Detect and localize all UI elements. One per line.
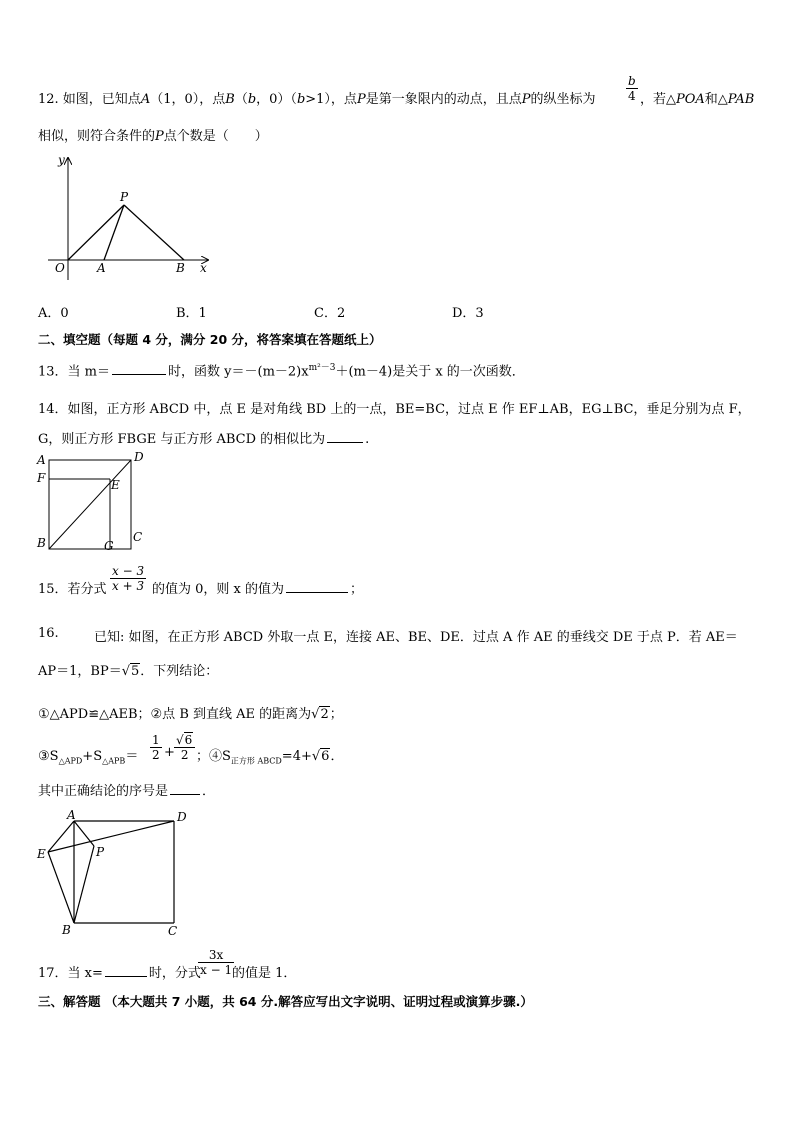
q12-text: 点个数是（ ） xyxy=(163,129,268,144)
q12-point-p: P xyxy=(521,92,531,107)
q15-frac-num: x − 3 xyxy=(112,564,145,578)
label-g: G xyxy=(104,539,114,553)
q15-post xyxy=(152,578,363,597)
segment-op xyxy=(68,205,124,260)
q12-line2 xyxy=(38,125,268,144)
segment-ap xyxy=(104,205,124,260)
label-f: F xyxy=(37,471,46,485)
label-y: y xyxy=(58,153,65,167)
q16-frac-num: 1 xyxy=(152,733,160,747)
label-x: x xyxy=(200,261,207,275)
q16-line1: 已知: 如图，在正方形 ABCD 外取一点 E，连接 AE、BE、DE．过点 A 作 AE 的垂线交 DE 于点 P．若 AE＝ xyxy=(94,630,738,645)
segment-pb xyxy=(124,205,184,260)
q16-sqrt5: √5 xyxy=(121,664,140,679)
q17-fraction xyxy=(196,948,236,977)
label-b: B xyxy=(37,536,46,550)
q15-frac-den: x + 3 xyxy=(112,579,145,593)
q14-answer-blank[interactable] xyxy=(327,441,363,443)
q12-text: >1），点 xyxy=(305,92,357,107)
q13-text: 13．当 m＝ xyxy=(38,364,111,380)
q12-frac-den: 4 xyxy=(628,89,636,103)
label-d: D xyxy=(177,810,187,824)
q16-sqrt5-radicand: 5 xyxy=(131,664,140,679)
label-e: E xyxy=(111,478,120,492)
segment-ea xyxy=(48,821,74,852)
q16-line2 xyxy=(38,660,218,679)
q12-text: 和△ xyxy=(704,92,728,107)
q13-answer-blank[interactable] xyxy=(112,373,166,375)
q13-x: x xyxy=(301,364,309,380)
diagonal-bd xyxy=(49,460,131,549)
q12-point-p: P xyxy=(155,129,164,144)
q12-text: 12. 如图，已知点 xyxy=(38,92,141,107)
q16-sqrt2-radicand: 2 xyxy=(320,707,329,722)
q12-var-b: b xyxy=(247,92,257,107)
label-d: D xyxy=(134,450,144,464)
q12-line1 xyxy=(38,88,595,107)
q16-sub: 正方形 ABCD xyxy=(230,756,282,766)
q12-text: （ xyxy=(234,92,248,107)
q16-sub: △APB xyxy=(102,756,126,766)
q14-text: G，则正方形 FBGE 与正方形 ABCD 的相似比为 xyxy=(38,432,326,447)
q17-pre xyxy=(38,962,201,981)
q16-number: 16. xyxy=(38,626,59,641)
q17-answer-blank[interactable] xyxy=(105,975,147,977)
q15-text: ； xyxy=(350,582,364,597)
q12-var-b: b xyxy=(296,92,306,107)
q12-option-a: A．0 xyxy=(38,306,69,321)
q14-text: . xyxy=(365,432,370,447)
q16-frac-den: 2 xyxy=(180,748,189,762)
q17-text: 时，分式 xyxy=(148,966,201,981)
q17-text: 17．当 x= xyxy=(38,966,103,981)
label-p: P xyxy=(120,190,129,204)
label-a: A xyxy=(37,453,46,467)
section3-heading: 三、解答题 （本大题共 7 小题，共 64 分.解答应写出文字说明、证明过程或演算步骤.） xyxy=(38,994,533,1009)
q12-frac-num: b xyxy=(628,74,636,88)
label-b: B xyxy=(176,261,185,275)
q16-sqrt6-radicand: 6 xyxy=(321,749,330,764)
q16-text: ． xyxy=(202,784,216,799)
segment-pb xyxy=(74,846,94,923)
q16-sub: △APD xyxy=(58,756,83,766)
q16-text: =4+ xyxy=(281,749,312,764)
q16-plus: + xyxy=(164,745,175,760)
q16-text: ③S xyxy=(38,749,59,764)
q12-text: ，0）（ xyxy=(256,92,297,107)
q17-frac-num: 3x xyxy=(198,948,234,963)
q13 xyxy=(38,360,525,379)
q16-text: ．下列结论： xyxy=(140,664,219,679)
q16-frac-root6 xyxy=(172,733,197,762)
q16-sqrt2: √2 xyxy=(311,707,329,722)
q12-text: 是第一象限内的动点，且点 xyxy=(365,92,522,107)
q15-pre: 15．若分式 xyxy=(38,582,107,597)
q15-fraction xyxy=(108,564,148,593)
q12-line1-tail xyxy=(640,88,754,107)
q16-text: ；④S xyxy=(196,749,231,764)
q16-text: ①△APD≌△AEB；②点 B 到直线 AE 的距离为 xyxy=(38,707,312,722)
q12-text: 的纵坐标为 xyxy=(530,92,596,107)
section2-heading: 二、填空题（每题 4 分，满分 20 分，将答案填在答题纸上） xyxy=(38,332,382,347)
q12-point-p: P xyxy=(356,92,366,107)
q12-text: 相似，则符合条件的 xyxy=(38,129,156,144)
q12-triangle-pab: PAB xyxy=(727,92,755,107)
segment-ap xyxy=(74,821,94,846)
q17-frac-den: x − 1 xyxy=(200,963,233,977)
label-p: P xyxy=(96,845,105,859)
label-a: A xyxy=(67,808,76,822)
q12-option-d: D．3 xyxy=(452,306,484,321)
segment-eb xyxy=(48,852,74,923)
q16-conclusion-3-4 xyxy=(38,745,138,766)
label-e: E xyxy=(37,847,46,861)
q16-text: AP＝1，BP＝ xyxy=(38,664,122,679)
q12-fraction xyxy=(624,74,640,103)
q13-text: 时，函数 y＝－(m－2) xyxy=(168,364,302,380)
q16-text: 其中正确结论的序号是 xyxy=(38,784,169,799)
q16-frac-den: 2 xyxy=(152,748,160,762)
q16-sqrt6: √6 xyxy=(311,749,330,764)
q16-ask xyxy=(38,780,215,799)
q16-conclusion-1-2 xyxy=(38,703,343,722)
q12-option-c: C．2 xyxy=(314,306,346,321)
q16-frac-half xyxy=(148,733,164,762)
q15-text: 的值为 0，则 x 的值为 xyxy=(152,582,284,597)
q16-frac-root-radicand: 6 xyxy=(184,733,193,747)
label-o: O xyxy=(55,261,65,275)
q16-conclusion-4 xyxy=(196,745,343,767)
segment-ed xyxy=(48,821,174,852)
q16-text: +S xyxy=(82,749,103,764)
label-c: C xyxy=(133,530,143,544)
q12-triangle-poa: POA xyxy=(676,92,705,107)
q12-point-b: B xyxy=(225,92,235,107)
q16-answer-blank[interactable] xyxy=(170,793,200,795)
q13-text: ＋(m－4)是关于 x 的一次函数． xyxy=(335,364,525,380)
q13-exponent: m²－3 xyxy=(308,363,336,373)
q12-option-b: B．1 xyxy=(176,306,207,321)
label-a: A xyxy=(97,261,106,275)
q17-post: 的值是 1． xyxy=(232,966,297,981)
q14-figure xyxy=(34,449,154,555)
q14-line1: 14．如图，正方形 ABCD 中，点 E 是对角线 BD 上的一点，BE=BC，过点 E 作 EF⊥AB，EG⊥BC，垂足分别为点 F， xyxy=(38,402,751,417)
q12-point-a: A xyxy=(140,92,151,107)
q16-figure xyxy=(34,808,194,938)
q16-frac-num: √6 xyxy=(174,733,195,748)
q16-text: ； xyxy=(329,707,343,722)
q12-text: ，若△ xyxy=(640,92,676,107)
q16-text: ． xyxy=(330,749,344,764)
label-c: C xyxy=(168,924,178,938)
q12-figure xyxy=(40,150,220,290)
q14-line2 xyxy=(38,428,369,447)
label-b: B xyxy=(62,923,71,937)
q15-answer-blank[interactable] xyxy=(286,591,348,593)
q12-text: （1，0），点 xyxy=(150,92,226,107)
q16-text: ＝ xyxy=(125,749,139,764)
